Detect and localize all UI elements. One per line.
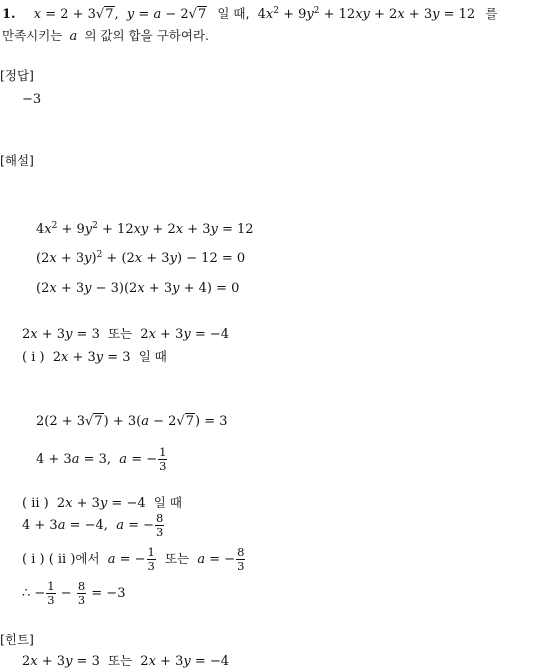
case-1-eq-1: 2(2 + 3√7) + 3(a − 2√7) = 3 (36, 414, 228, 429)
combine-line: ( i ) ( ii )에서 a = − $\frac{1}{3}$ 또는 a = − $\frac{8}{3}$ (22, 545, 245, 573)
problem-line-1 (2, 4, 497, 22)
case-1-eq-2: 4 + 3a = 3, a = − $\frac{1}{3}$ (36, 445, 167, 473)
combine-from: 에서 (75, 551, 100, 566)
case-2-eq: 4 + 3a = −4, a = − $\frac{8}{3}$ (22, 511, 164, 539)
case-1-heading: ( i ) 2x + 3y = 3 일 때 (22, 349, 167, 365)
problem-line2-b: 의 값의 합을 구하여라. (84, 28, 210, 43)
answer-value: −3 (22, 92, 42, 107)
problem-variable: a (69, 29, 78, 44)
hint-line: 2x + 3y = 3 또는 2x + 3y = −4 (22, 653, 230, 669)
case-2-marker: ( ii ) (22, 496, 49, 511)
problem-number: 1. (2, 7, 16, 22)
problem-given-expr: x = 2 + 3√7, y = a − 2√7 (33, 7, 207, 22)
solution-eq-3: (2x + 3y − 3)(2x + 3y + 4) = 0 (36, 281, 240, 296)
cases-or-word: 또는 (108, 326, 133, 341)
final-line: ∴ − $\frac{1}{3}$ − $\frac{8}{3}$ = −3 (22, 579, 126, 607)
problem-line-2 (2, 26, 209, 44)
combine-or: 또는 (165, 551, 190, 566)
case-1-when: 일 때 (138, 349, 167, 364)
case-1-marker: ( i ) (22, 350, 45, 365)
answer-label: [정답] (0, 68, 34, 83)
problem-particle: 를 (485, 6, 498, 21)
problem-equation: $4x^2 + 9y^2 + 12xy + 2x + 3y = 12$ (257, 6, 480, 22)
hint-or: 또는 (108, 653, 133, 668)
problem-line2-a: 만족시키는 (2, 28, 63, 43)
combine-markers: ( i ) ( ii ) (22, 552, 76, 567)
case-2-heading: ( ii ) 2x + 3y = −4 일 때 (22, 495, 182, 511)
solution-eq-2: $(2x + 3y)^2 + (2x + 3y) - 12 = 0$ (36, 250, 246, 266)
solution-eq-1: $4x^2 + 9y^2 + 12xy + 2x + 3y = 12$ (36, 221, 254, 237)
case-2-when: 일 때 (153, 495, 182, 510)
hint-label: [힌트] (0, 632, 34, 647)
solution-label: [해설] (0, 153, 34, 168)
solution-cases: 2x + 3y = 3 또는 2x + 3y = −4 (22, 326, 230, 342)
problem-condition-word: 일 때, (217, 6, 250, 21)
